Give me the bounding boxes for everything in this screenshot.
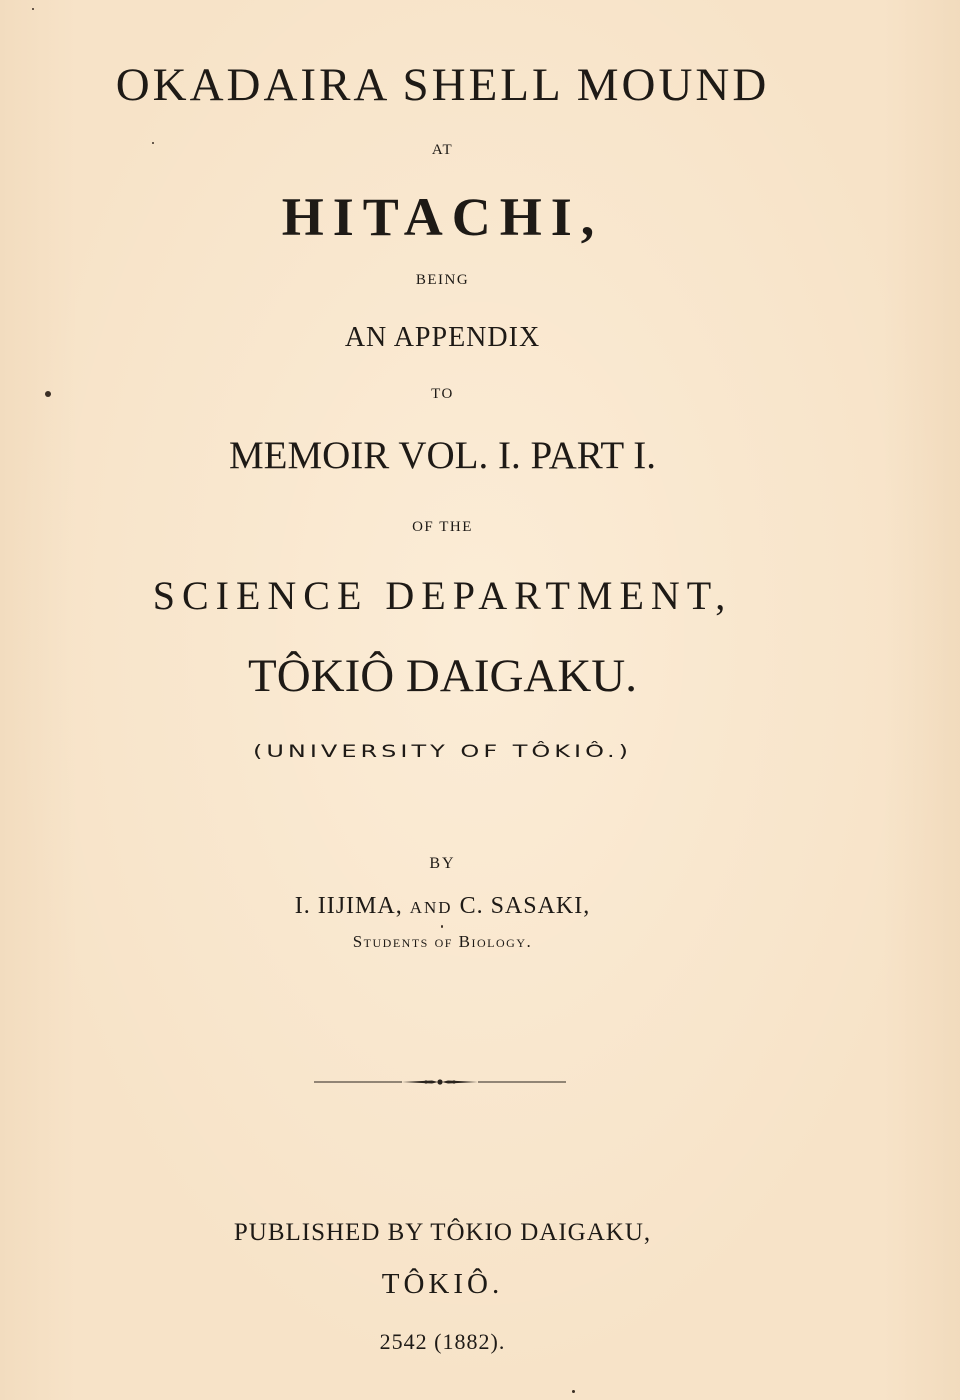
ornamental-rule-icon (314, 1074, 566, 1090)
publisher-line: PUBLISHED BY TÔKIO DAIGAKU, (233, 1219, 652, 1246)
being-text: BEING (415, 272, 470, 288)
author-role (0, 933, 885, 950)
of-the-text: OF THE (412, 519, 473, 535)
publication-city: TÔKIÔ. (381, 1268, 504, 1300)
ink-speck (45, 391, 51, 397)
appendix-text: AN APPENDIX (344, 322, 541, 353)
to-text: TO (431, 386, 454, 402)
place-name: HITACHI, (281, 187, 604, 247)
publication-year: 2542 (1882). (379, 1329, 506, 1354)
ink-speck (441, 925, 443, 928)
author-joiner: AND (409, 898, 453, 917)
book-title: OKADAIRA SHELL MOUND (115, 59, 770, 111)
author-one: I. IIJIMA, (294, 893, 403, 919)
authors-line (0, 894, 885, 918)
department-name: SCIENCE DEPARTMENT, (152, 573, 733, 618)
by-text: BY (429, 855, 456, 872)
memoir-volume: MEMOIR VOL. I. PART I. (228, 434, 657, 477)
institution-note: (UNIVERSITY OF TÔKIÔ.) (252, 740, 633, 762)
author-two: C. SASAKI, (459, 893, 591, 919)
ink-speck (32, 8, 34, 10)
ink-speck (572, 1390, 575, 1393)
institution-name: TÔKIÔ DAIGAKU. (248, 650, 637, 702)
author-role-text: Students of Biology. (352, 932, 533, 951)
ink-speck (152, 142, 154, 144)
at-text: AT (431, 142, 454, 158)
